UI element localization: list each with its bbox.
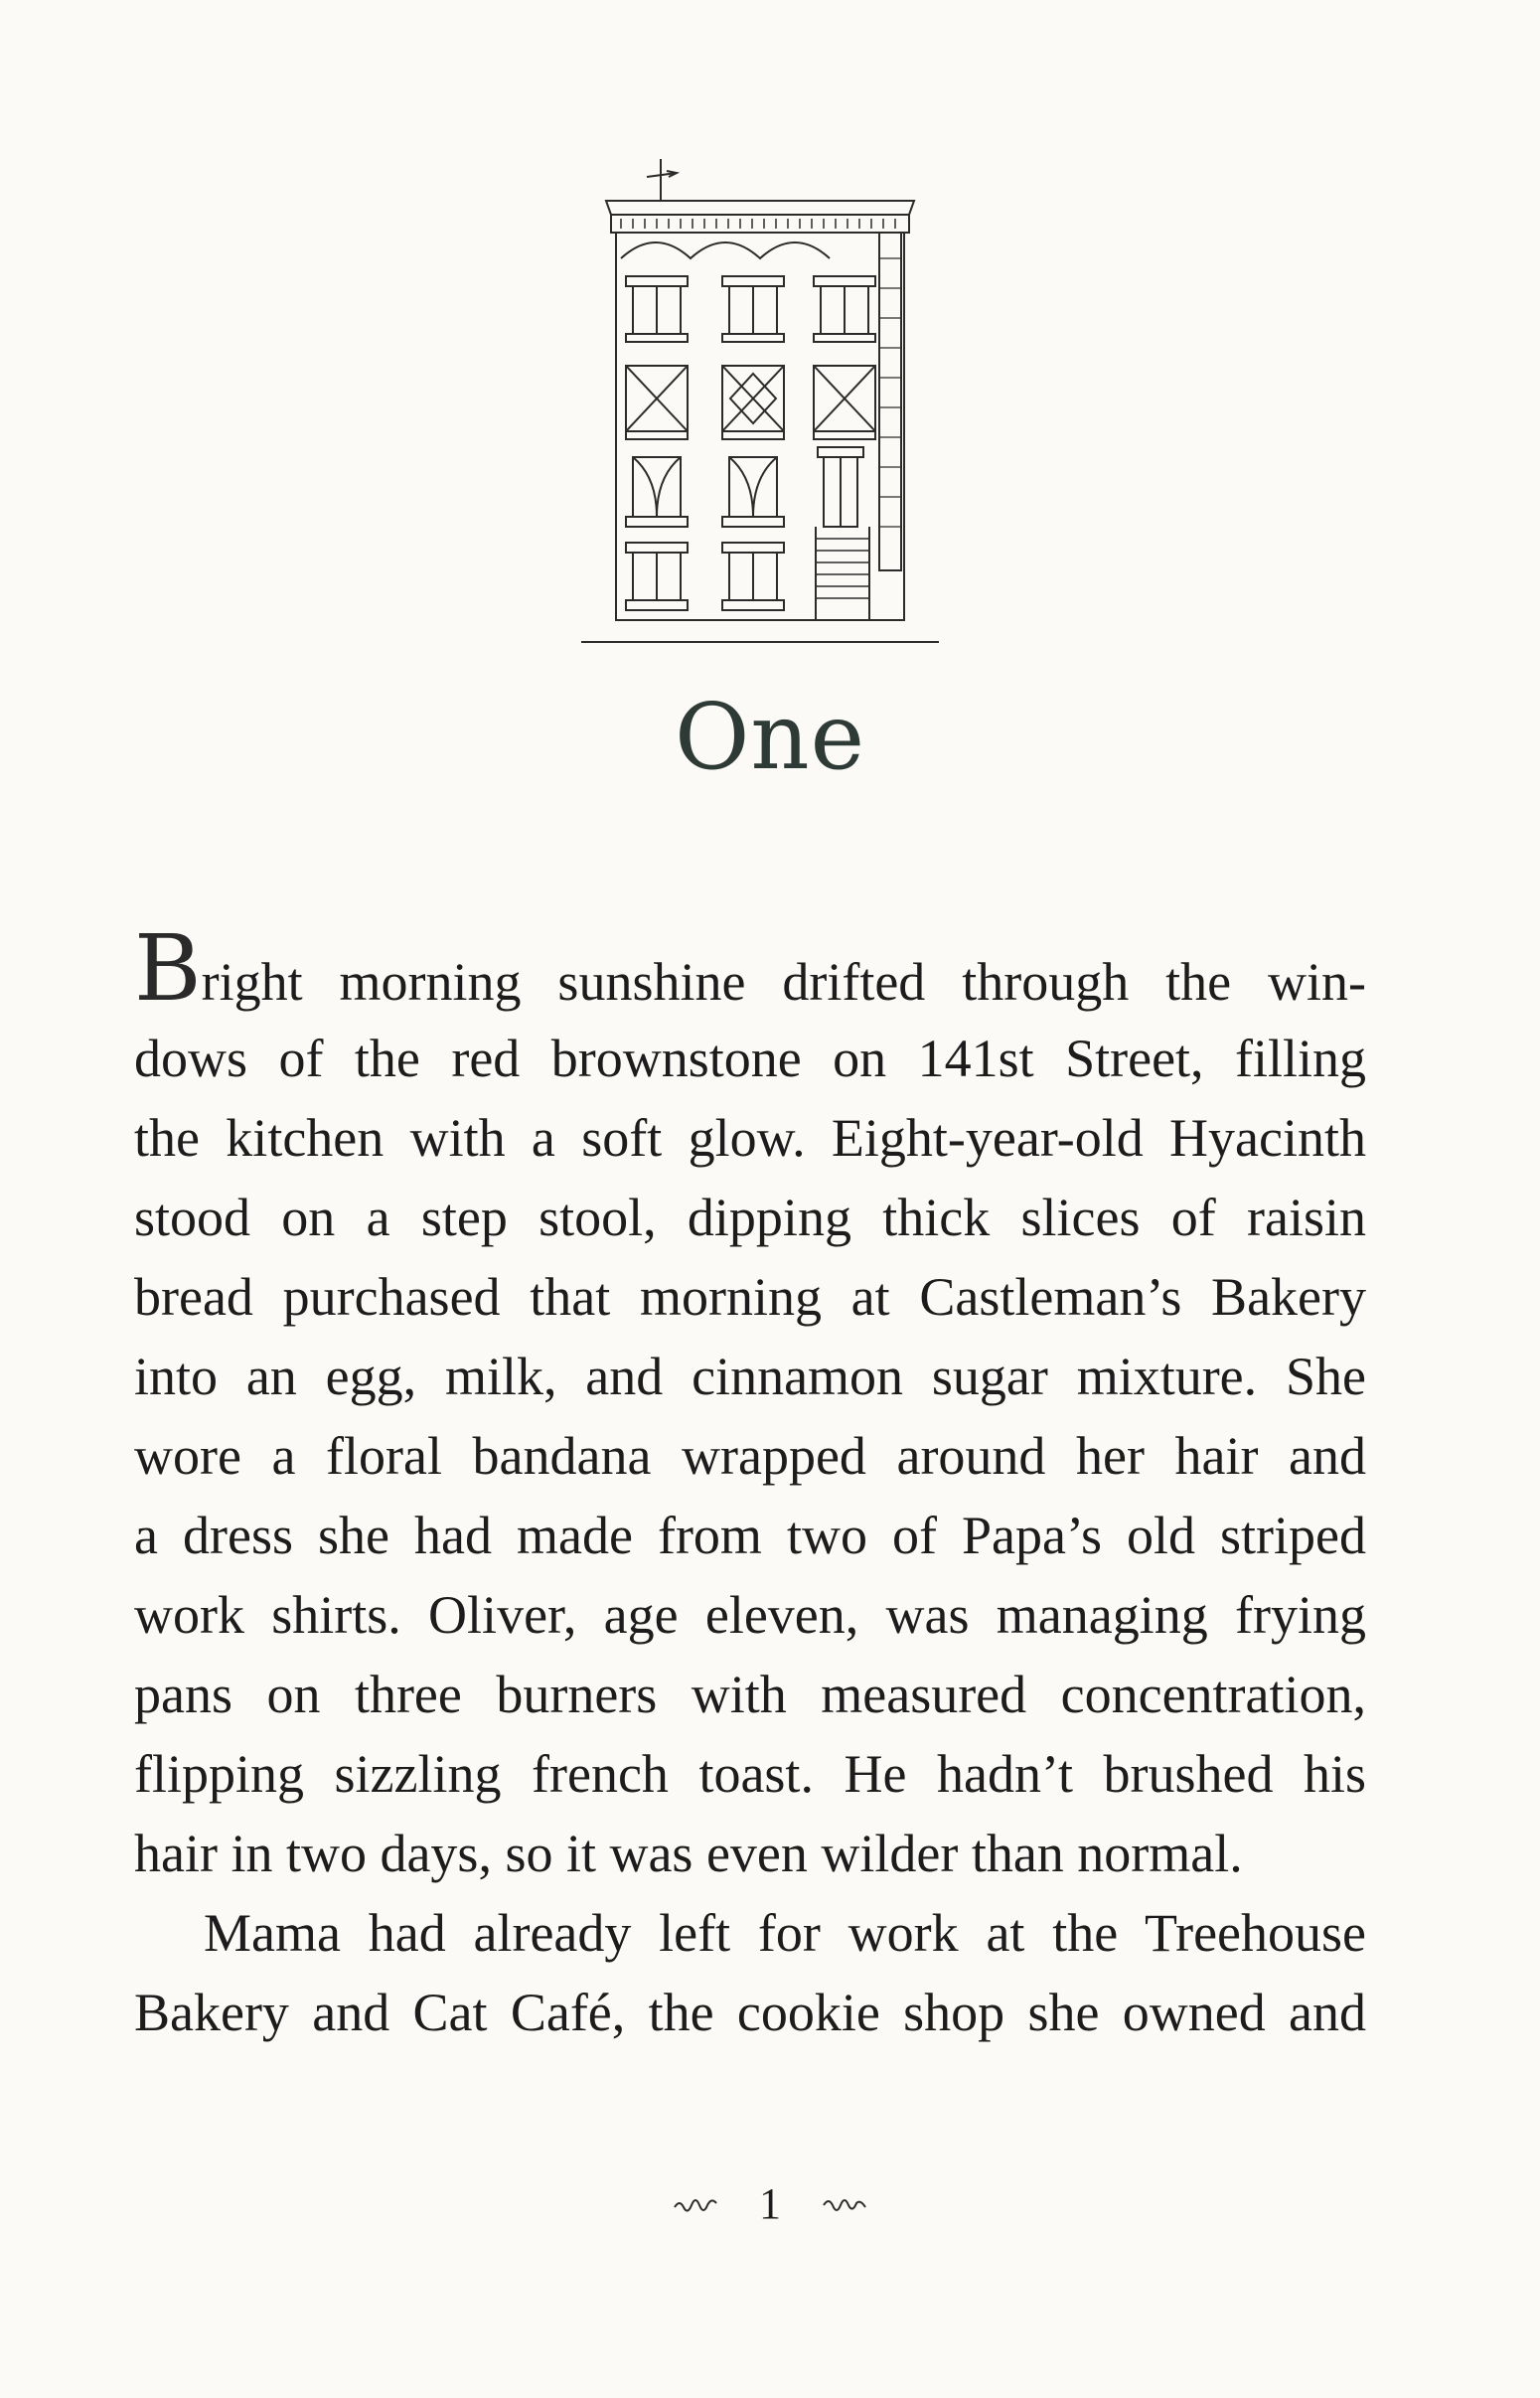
chapter-body-text xyxy=(134,915,1366,2052)
text-line xyxy=(134,915,1366,1022)
text-line: hair in two days, so it was even wilder than normal. xyxy=(134,1824,1243,1883)
page-number: 1 xyxy=(759,2179,781,2229)
text-line: the kitchen with a soft glow. Eight-year-old Hyacinth xyxy=(134,1108,1366,1168)
text-line: stood on a step stool, dipping thick slices of raisin xyxy=(134,1188,1366,1247)
brownstone-building-illustration xyxy=(581,149,939,656)
text-line: work shirts. Oliver, age eleven, was managing frying xyxy=(134,1585,1366,1645)
text-line: into an egg, milk, and cinnamon sugar mixture. She xyxy=(134,1347,1366,1406)
text-line: Mama had already left for work at the Treehouse xyxy=(204,1903,1366,1963)
text-line: Bakery and Cat Café, the cookie shop she owned and xyxy=(134,1983,1366,2042)
text-line: flipping sizzling french toast. He hadn’t brushed his xyxy=(134,1744,1366,1804)
ornament-left-icon xyxy=(673,2193,718,2215)
text-line-content: right morning sunshine drifted through the win- xyxy=(201,952,1366,1012)
text-line: a dress she had made from two of Papa’s old striped xyxy=(134,1506,1366,1565)
text-line: wore a floral bandana wrapped around her hair and xyxy=(134,1426,1366,1486)
page-footer xyxy=(0,2174,1540,2229)
text-line: bread purchased that morning at Castleman’s Bakery xyxy=(134,1267,1366,1327)
text-line: pans on three burners with measured concentration, xyxy=(134,1665,1366,1724)
drop-cap: B xyxy=(134,915,202,1022)
chapter-title: One xyxy=(674,684,866,790)
text-line: dows of the red brownstone on 141st Street, filling xyxy=(134,1029,1366,1088)
ornament-right-icon xyxy=(822,2193,867,2215)
